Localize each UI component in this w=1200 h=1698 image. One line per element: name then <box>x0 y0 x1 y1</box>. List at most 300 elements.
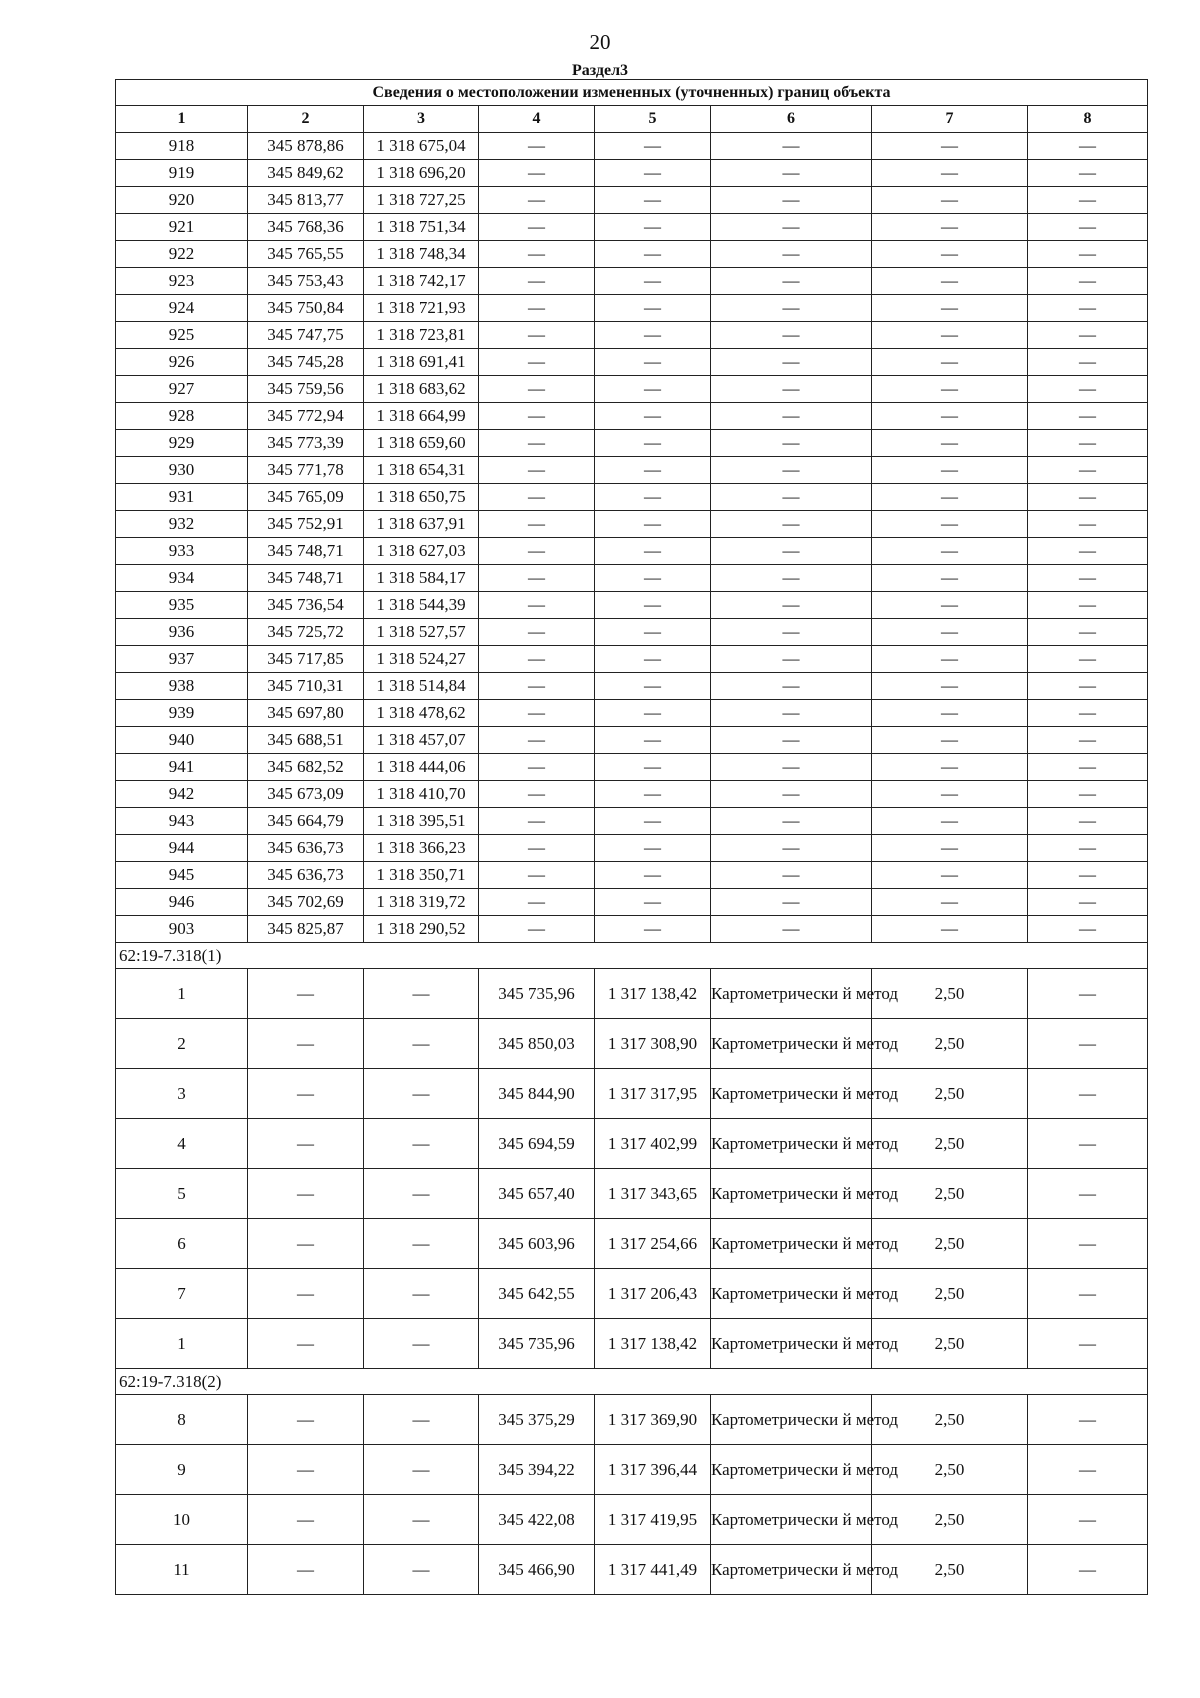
table-cell: 1 <box>116 1319 248 1369</box>
table-row <box>116 160 1148 187</box>
table-cell: 2,50 <box>872 1495 1028 1545</box>
table-row <box>116 969 1148 1019</box>
table-cell: — <box>872 538 1028 565</box>
table-cell: 345 772,94 <box>248 403 364 430</box>
table-cell: — <box>872 457 1028 484</box>
table-cell: 919 <box>116 160 248 187</box>
group-label: 62:19-7.318(2) <box>116 1369 1148 1395</box>
table-cell: — <box>479 403 595 430</box>
table-cell: 1 318 664,99 <box>364 403 479 430</box>
table-cell: — <box>872 916 1028 943</box>
table-cell: — <box>1028 646 1148 673</box>
table-cell: — <box>595 214 711 241</box>
table-cell: 345 673,09 <box>248 781 364 808</box>
table-cell: — <box>872 889 1028 916</box>
table-cell: 345 682,52 <box>248 754 364 781</box>
table-cell: — <box>872 511 1028 538</box>
column-header: 1 <box>116 106 248 133</box>
table-cell: — <box>872 700 1028 727</box>
table-cell: — <box>711 673 872 700</box>
table-cell: 7 <box>116 1269 248 1319</box>
table-cell: — <box>595 295 711 322</box>
table-cell: 8 <box>116 1395 248 1445</box>
table-cell: 1 318 650,75 <box>364 484 479 511</box>
table-cell: — <box>479 457 595 484</box>
table-row <box>116 1319 1148 1369</box>
table-cell: 5 <box>116 1169 248 1219</box>
table-cell: 3 <box>116 1069 248 1119</box>
table-cell: 1 318 395,51 <box>364 808 479 835</box>
table-cell: 944 <box>116 835 248 862</box>
column-header-row <box>116 106 1148 133</box>
table-cell: 345 768,36 <box>248 214 364 241</box>
table-cell: Картометрически й метод <box>711 1019 872 1069</box>
table-cell: — <box>595 808 711 835</box>
table-cell: 345 642,55 <box>479 1269 595 1319</box>
table-cell: — <box>248 1169 364 1219</box>
table-cell: 946 <box>116 889 248 916</box>
table-cell: 345 697,80 <box>248 700 364 727</box>
table-cell: 1 317 369,90 <box>595 1395 711 1445</box>
table-cell: — <box>479 592 595 619</box>
table-cell: 918 <box>116 133 248 160</box>
table-cell: 932 <box>116 511 248 538</box>
table-cell: 6 <box>116 1219 248 1269</box>
table-cell: — <box>1028 1545 1148 1595</box>
table-cell: — <box>1028 754 1148 781</box>
table-cell: 1 318 654,31 <box>364 457 479 484</box>
table-cell: 9 <box>116 1445 248 1495</box>
table-cell: — <box>1028 862 1148 889</box>
table-cell: 943 <box>116 808 248 835</box>
table-cell: — <box>1028 835 1148 862</box>
table-cell: 345 422,08 <box>479 1495 595 1545</box>
table-row <box>116 268 1148 295</box>
table-cell: 2,50 <box>872 1395 1028 1445</box>
table-cell: — <box>1028 133 1148 160</box>
table-cell: 345 813,77 <box>248 187 364 214</box>
table-cell: — <box>711 295 872 322</box>
table-cell: — <box>248 1019 364 1069</box>
table-caption: Сведения о местоположении измененных (уточненных) границ объекта <box>116 80 1148 106</box>
table-cell: — <box>1028 565 1148 592</box>
table-cell: — <box>711 511 872 538</box>
table-cell: — <box>711 781 872 808</box>
table-cell: — <box>1028 268 1148 295</box>
table-cell: — <box>595 457 711 484</box>
table-cell: 345 850,03 <box>479 1019 595 1069</box>
table-cell: — <box>364 1545 479 1595</box>
table-cell: — <box>872 322 1028 349</box>
table-cell: — <box>1028 295 1148 322</box>
table-cell: — <box>595 700 711 727</box>
table-cell: — <box>711 808 872 835</box>
table-cell: — <box>479 241 595 268</box>
table-cell: 939 <box>116 700 248 727</box>
table-cell: Картометрически й метод <box>711 1319 872 1369</box>
table-cell: 1 317 343,65 <box>595 1169 711 1219</box>
table-row <box>116 565 1148 592</box>
table-cell: Картометрически й метод <box>711 1545 872 1595</box>
table-cell: — <box>872 403 1028 430</box>
table-cell: 1 318 457,07 <box>364 727 479 754</box>
table-cell: — <box>1028 1019 1148 1069</box>
table-row <box>116 754 1148 781</box>
table-cell: — <box>872 133 1028 160</box>
table-cell: 1 317 138,42 <box>595 969 711 1019</box>
table-cell: 1 318 742,17 <box>364 268 479 295</box>
table-cell: — <box>479 673 595 700</box>
table-cell: — <box>479 295 595 322</box>
table-cell: 345 750,84 <box>248 295 364 322</box>
table-cell: — <box>364 1119 479 1169</box>
table-cell: — <box>479 862 595 889</box>
table-cell: — <box>711 646 872 673</box>
table-cell: 345 752,91 <box>248 511 364 538</box>
table-cell: — <box>479 619 595 646</box>
table-cell: — <box>1028 538 1148 565</box>
table-cell: 1 317 317,95 <box>595 1069 711 1119</box>
table-cell: — <box>872 781 1028 808</box>
table-cell: — <box>711 133 872 160</box>
table-row <box>116 187 1148 214</box>
table-cell: 345 765,09 <box>248 484 364 511</box>
table-cell: — <box>1028 1119 1148 1169</box>
table-cell: 1 318 659,60 <box>364 430 479 457</box>
table-cell: — <box>872 862 1028 889</box>
table-cell: 4 <box>116 1119 248 1169</box>
table-cell: — <box>479 538 595 565</box>
table-cell: — <box>479 268 595 295</box>
table-cell: — <box>1028 592 1148 619</box>
table-cell: — <box>479 835 595 862</box>
table-cell: Картометрически й метод <box>711 1069 872 1119</box>
table-cell: — <box>711 754 872 781</box>
table-row <box>116 700 1148 727</box>
table-cell: — <box>364 969 479 1019</box>
table-cell: 345 710,31 <box>248 673 364 700</box>
table-cell: — <box>711 592 872 619</box>
table-cell: 1 318 683,62 <box>364 376 479 403</box>
table-cell: — <box>711 376 872 403</box>
table-cell: — <box>1028 511 1148 538</box>
table-cell: 1 317 138,42 <box>595 1319 711 1369</box>
table-row <box>116 241 1148 268</box>
table-cell: — <box>595 862 711 889</box>
table-cell: — <box>711 214 872 241</box>
table-cell: 934 <box>116 565 248 592</box>
table-cell: 941 <box>116 754 248 781</box>
table-cell: — <box>248 1495 364 1545</box>
table-cell: 345 736,54 <box>248 592 364 619</box>
table-cell: — <box>248 969 364 1019</box>
table-cell: — <box>872 295 1028 322</box>
table-cell: — <box>1028 457 1148 484</box>
table-cell: 2,50 <box>872 1169 1028 1219</box>
table-cell: 345 849,62 <box>248 160 364 187</box>
table-cell: — <box>1028 241 1148 268</box>
table-row <box>116 1495 1148 1545</box>
table-cell: — <box>872 619 1028 646</box>
table-cell: 345 773,39 <box>248 430 364 457</box>
table-cell: — <box>872 808 1028 835</box>
table-cell: — <box>711 727 872 754</box>
table-cell: 926 <box>116 349 248 376</box>
table-cell: — <box>248 1269 364 1319</box>
table-cell: 345 636,73 <box>248 835 364 862</box>
table-cell: 2,50 <box>872 1019 1028 1069</box>
table-cell: — <box>1028 700 1148 727</box>
table-cell: 1 318 290,52 <box>364 916 479 943</box>
table-cell: — <box>595 727 711 754</box>
table-cell: — <box>872 565 1028 592</box>
table-row <box>116 511 1148 538</box>
table-row <box>116 619 1148 646</box>
table-cell: Картометрически й метод <box>711 1119 872 1169</box>
table-cell: — <box>595 376 711 403</box>
table-cell: — <box>1028 673 1148 700</box>
table-caption-row <box>116 80 1148 106</box>
group-label-row <box>116 943 1148 969</box>
table-cell: 1 318 524,27 <box>364 646 479 673</box>
table-cell: 929 <box>116 430 248 457</box>
table-cell: 920 <box>116 187 248 214</box>
table-cell: — <box>1028 781 1148 808</box>
table-cell: 345 735,96 <box>479 1319 595 1369</box>
table-cell: — <box>248 1395 364 1445</box>
table-cell: 921 <box>116 214 248 241</box>
table-row <box>116 133 1148 160</box>
table-cell: 927 <box>116 376 248 403</box>
table-row <box>116 1069 1148 1119</box>
table-cell: — <box>1028 1395 1148 1445</box>
table-row <box>116 1219 1148 1269</box>
table-cell: 1 <box>116 969 248 1019</box>
table-cell: — <box>248 1119 364 1169</box>
table-cell: — <box>479 889 595 916</box>
table-cell: — <box>872 187 1028 214</box>
table-cell: 345 759,56 <box>248 376 364 403</box>
column-header: 8 <box>1028 106 1148 133</box>
table-row <box>116 1169 1148 1219</box>
table-cell: — <box>595 592 711 619</box>
table-row <box>116 349 1148 376</box>
table-cell: — <box>711 322 872 349</box>
table-cell: — <box>364 1219 479 1269</box>
table-cell: 345 702,69 <box>248 889 364 916</box>
table-row <box>116 295 1148 322</box>
table-cell: — <box>872 430 1028 457</box>
table-cell: 345 717,85 <box>248 646 364 673</box>
table-cell: — <box>479 700 595 727</box>
table-cell: 1 318 721,93 <box>364 295 479 322</box>
table-cell: 924 <box>116 295 248 322</box>
table-cell: — <box>479 160 595 187</box>
table-cell: 345 878,86 <box>248 133 364 160</box>
table-cell: 345 748,71 <box>248 565 364 592</box>
table-cell: 1 318 696,20 <box>364 160 479 187</box>
table-cell: — <box>595 754 711 781</box>
table-cell: — <box>595 322 711 349</box>
table-cell: 2,50 <box>872 1269 1028 1319</box>
table-cell: — <box>711 700 872 727</box>
table-cell: — <box>595 484 711 511</box>
table-cell: 345 466,90 <box>479 1545 595 1595</box>
table-cell: — <box>479 511 595 538</box>
table-cell: 936 <box>116 619 248 646</box>
table-cell: — <box>1028 1495 1148 1545</box>
table-cell: 1 317 419,95 <box>595 1495 711 1545</box>
table-row <box>116 916 1148 943</box>
table-cell: — <box>1028 430 1148 457</box>
table-cell: 1 318 410,70 <box>364 781 479 808</box>
table-row <box>116 322 1148 349</box>
table-cell: 923 <box>116 268 248 295</box>
table-cell: 345 725,72 <box>248 619 364 646</box>
page-number: 20 <box>589 30 611 54</box>
table-cell: — <box>595 133 711 160</box>
table-cell: — <box>872 160 1028 187</box>
table-cell: — <box>595 349 711 376</box>
table-cell: 928 <box>116 403 248 430</box>
table-cell: — <box>248 1319 364 1369</box>
table-cell: — <box>872 646 1028 673</box>
table-cell: — <box>1028 808 1148 835</box>
table-cell: 925 <box>116 322 248 349</box>
table-row <box>116 673 1148 700</box>
table-cell: 2,50 <box>872 1219 1028 1269</box>
table-cell: 345 636,73 <box>248 862 364 889</box>
table-row <box>116 781 1148 808</box>
table-row <box>116 430 1148 457</box>
table-cell: — <box>479 646 595 673</box>
table-cell: — <box>595 619 711 646</box>
table-cell: 935 <box>116 592 248 619</box>
table-cell: 1 318 727,25 <box>364 187 479 214</box>
table-cell: — <box>1028 1219 1148 1269</box>
table-cell: 2,50 <box>872 1545 1028 1595</box>
table-cell: — <box>711 835 872 862</box>
table-cell: — <box>1028 214 1148 241</box>
column-header: 5 <box>595 106 711 133</box>
table-cell: 1 317 441,49 <box>595 1545 711 1595</box>
table-cell: 345 657,40 <box>479 1169 595 1219</box>
table-cell: 1 317 254,66 <box>595 1219 711 1269</box>
table-cell: 1 317 402,99 <box>595 1119 711 1169</box>
table-cell: Картометрически й метод <box>711 1269 872 1319</box>
table-cell: 2,50 <box>872 969 1028 1019</box>
table-cell: 345 753,43 <box>248 268 364 295</box>
table-cell: — <box>595 187 711 214</box>
table-cell: — <box>595 781 711 808</box>
table-cell: 1 318 748,34 <box>364 241 479 268</box>
table-cell: — <box>711 484 872 511</box>
table-cell: 2,50 <box>872 1445 1028 1495</box>
table-cell: — <box>595 241 711 268</box>
table-row <box>116 1019 1148 1069</box>
table-cell: 903 <box>116 916 248 943</box>
table-cell: — <box>1028 160 1148 187</box>
table-cell: — <box>872 673 1028 700</box>
table-cell: — <box>711 916 872 943</box>
table-cell: 937 <box>116 646 248 673</box>
table-cell: — <box>872 241 1028 268</box>
table-row <box>116 484 1148 511</box>
table-cell: — <box>872 349 1028 376</box>
table-cell: — <box>479 565 595 592</box>
table-cell: — <box>595 673 711 700</box>
table-cell: — <box>595 430 711 457</box>
table-row <box>116 862 1148 889</box>
table-cell: 930 <box>116 457 248 484</box>
table-cell: — <box>364 1319 479 1369</box>
table-cell: 345 688,51 <box>248 727 364 754</box>
table-row <box>116 646 1148 673</box>
table-cell: 1 317 206,43 <box>595 1269 711 1319</box>
column-header: 4 <box>479 106 595 133</box>
table-cell: — <box>711 862 872 889</box>
table-cell: 345 771,78 <box>248 457 364 484</box>
table-cell: Картометрически й метод <box>711 1445 872 1495</box>
table-cell: — <box>1028 376 1148 403</box>
table-cell: Картометрически й метод <box>711 1219 872 1269</box>
table-cell: — <box>872 592 1028 619</box>
table-cell: 345 394,22 <box>479 1445 595 1495</box>
table-cell: 2,50 <box>872 1319 1028 1369</box>
table-cell: 345 664,79 <box>248 808 364 835</box>
column-header: 2 <box>248 106 364 133</box>
table-cell: — <box>1028 619 1148 646</box>
table-cell: — <box>1028 187 1148 214</box>
table-cell: — <box>872 214 1028 241</box>
table-cell: — <box>479 214 595 241</box>
table-cell: — <box>711 241 872 268</box>
table-cell: — <box>711 187 872 214</box>
table-cell: — <box>1028 1169 1148 1219</box>
table-cell: — <box>1028 322 1148 349</box>
table-cell: 345 745,28 <box>248 349 364 376</box>
table-row <box>116 889 1148 916</box>
table-cell: — <box>479 484 595 511</box>
table-cell: 345 844,90 <box>479 1069 595 1119</box>
table-cell: 1 318 527,57 <box>364 619 479 646</box>
table-cell: — <box>711 457 872 484</box>
table-cell: — <box>479 322 595 349</box>
table-cell: 1 318 584,17 <box>364 565 479 592</box>
table-cell: — <box>1028 484 1148 511</box>
table-cell: 942 <box>116 781 248 808</box>
table-cell: — <box>479 727 595 754</box>
table-cell: 11 <box>116 1545 248 1595</box>
table-cell: — <box>479 430 595 457</box>
table-cell: — <box>872 754 1028 781</box>
table-cell: 1 318 514,84 <box>364 673 479 700</box>
table-cell: — <box>595 160 711 187</box>
table-cell: Картометрически й метод <box>711 1169 872 1219</box>
table-cell: 938 <box>116 673 248 700</box>
table-cell: 1 317 308,90 <box>595 1019 711 1069</box>
table-cell: 931 <box>116 484 248 511</box>
table-cell: — <box>479 349 595 376</box>
table-cell: — <box>364 1169 479 1219</box>
table-cell: — <box>595 538 711 565</box>
table-cell: — <box>364 1395 479 1445</box>
table-cell: — <box>364 1495 479 1545</box>
table-cell: — <box>595 646 711 673</box>
table-cell: 1 318 478,62 <box>364 700 479 727</box>
table-row <box>116 403 1148 430</box>
table-cell: — <box>711 565 872 592</box>
